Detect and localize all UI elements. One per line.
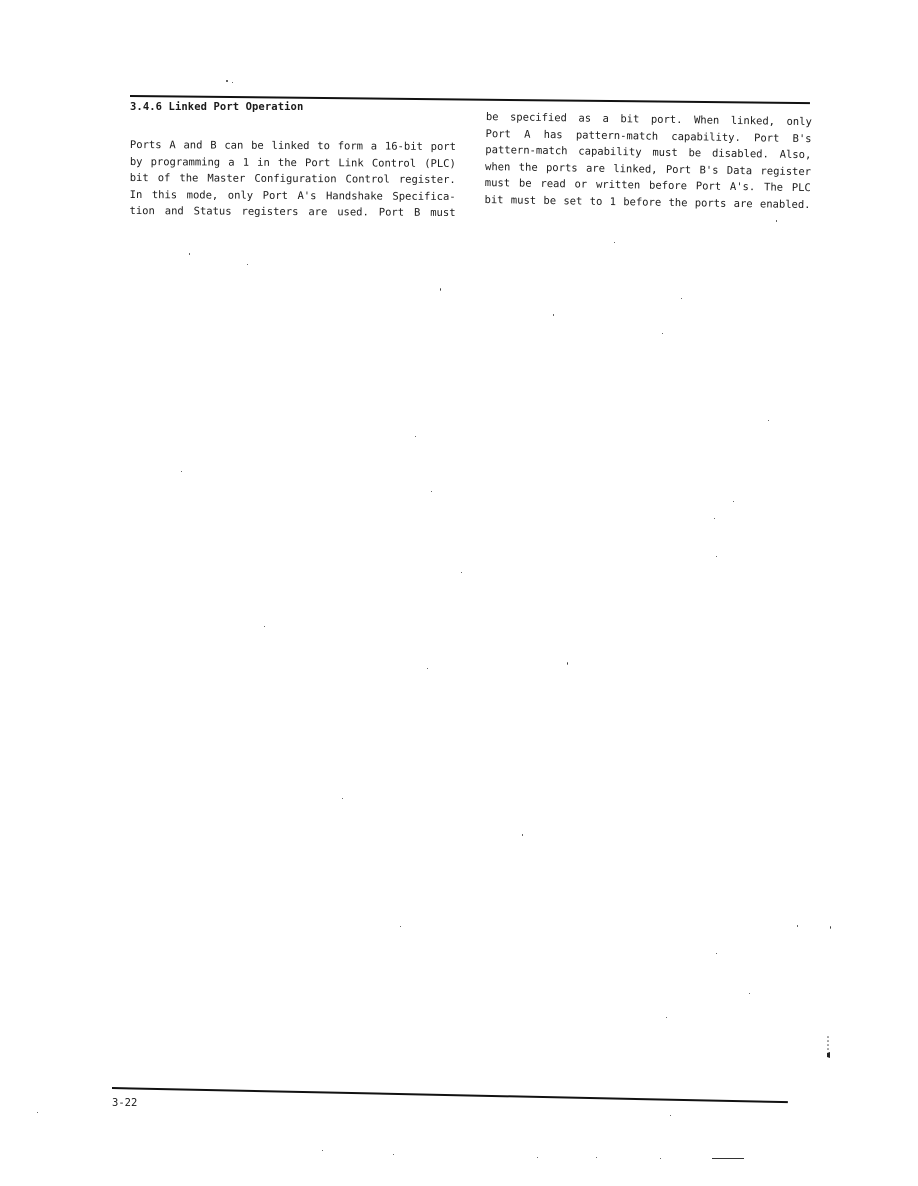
scan-speck: [415, 436, 416, 437]
scan-speck: [461, 572, 462, 573]
scan-speck: [181, 471, 182, 472]
footer-rule: [112, 1087, 788, 1103]
scan-speck: [670, 1115, 671, 1116]
scan-speck: [714, 518, 715, 519]
scan-speck: [660, 1158, 661, 1159]
paragraph-line: must be read or written before Port A's. The PLC: [484, 176, 811, 195]
right-column-text: [484, 109, 812, 213]
scan-speck: [797, 925, 798, 927]
scan-speck: [567, 662, 568, 665]
scan-speck: [553, 314, 554, 316]
scan-speck: [733, 501, 734, 502]
page-number: 3-22: [112, 1097, 138, 1109]
scan-speck: [322, 1150, 323, 1151]
paragraph-line: pattern-match capability must be disabled. Also,: [485, 143, 812, 162]
section-heading: 3.4.6 Linked Port Operation: [130, 101, 304, 113]
paragraph-line: Ports A and B can be linked to form a 16-bit port: [129, 138, 456, 153]
paragraph-line: In this mode, only Port A's Handshake Specifica-: [129, 188, 456, 203]
scan-speck: [400, 926, 401, 927]
scan-speck: [226, 80, 228, 82]
paragraph-line: be specified as a bit port. When linked, only: [485, 110, 812, 129]
scan-speck: [768, 420, 769, 421]
scan-speck: [537, 1157, 538, 1158]
margin-mark: [824, 1035, 832, 1059]
scan-speck: [716, 556, 717, 557]
scan-speck: [776, 220, 777, 222]
paragraph-line: bit must be set to 1 before the ports are enabled.: [484, 193, 811, 211]
scan-speck: [749, 993, 750, 994]
scan-speck: [247, 264, 248, 265]
paragraph-line: Port A has pattern-match capability. Port B's: [485, 127, 812, 145]
scan-speck: [232, 82, 233, 83]
left-column-text: [129, 137, 455, 221]
scan-speck: [666, 1017, 667, 1018]
scan-speck: [596, 1157, 597, 1158]
paragraph-line: bit of the Master Configuration Control register.: [129, 171, 456, 186]
scan-speck: [681, 298, 682, 299]
scan-speck: [342, 798, 343, 799]
scan-mark: [712, 1158, 744, 1159]
scan-speck: [37, 1112, 38, 1113]
scan-speck: [189, 253, 190, 255]
paragraph-line: by programming a 1 in the Port Link Control (PLC): [129, 155, 456, 170]
scan-speck: [264, 626, 265, 627]
scan-speck: [431, 491, 432, 492]
scan-speck: [662, 333, 663, 334]
scan-speck: [393, 1154, 394, 1155]
scan-speck: [427, 668, 428, 669]
scan-speck: [440, 288, 441, 291]
scan-speck: [830, 926, 831, 929]
scan-speck: [522, 834, 523, 836]
paragraph-line: when the ports are linked, Port B's Data register: [485, 160, 812, 178]
paragraph-line: tion and Status registers are used. Port B must: [129, 204, 456, 219]
scan-speck: [716, 953, 717, 954]
scan-speck: [614, 242, 615, 243]
